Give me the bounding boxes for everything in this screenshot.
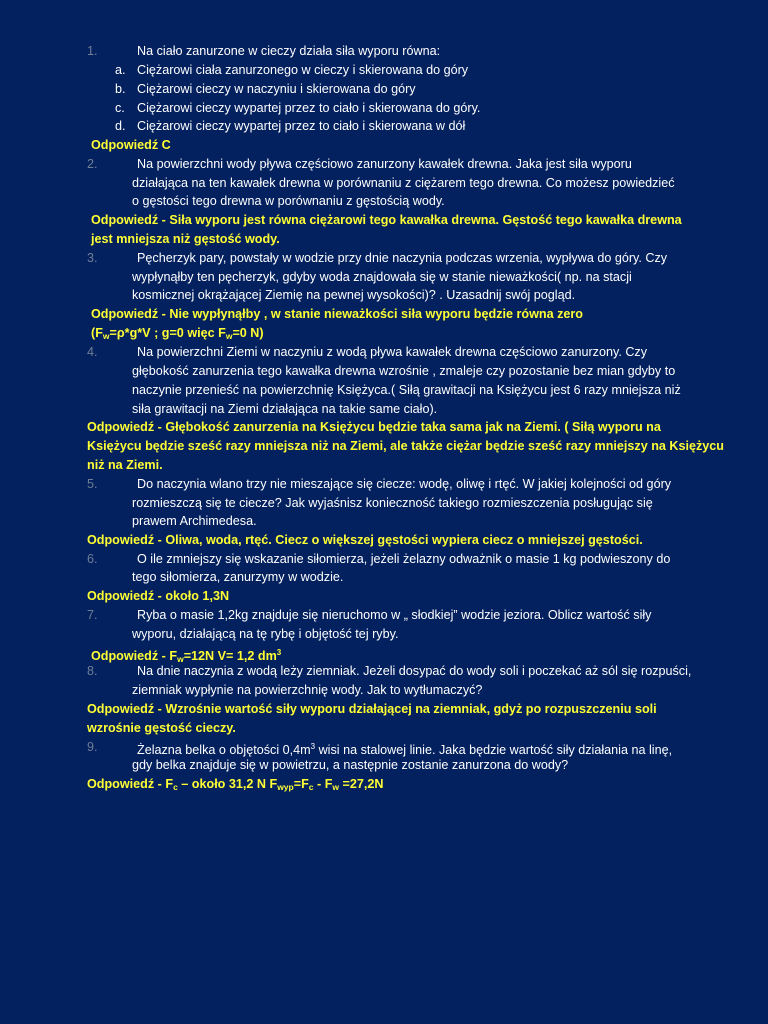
question-text: ziemniak wypłynie na powierzchnię wody. Jak to wytłumaczyć? [132,683,483,697]
question-number: 7. [87,608,98,622]
question-text: działająca na ten kawałek drewna w porównaniu z ciężarem tego drewna. Co możesz powiedzieć [132,176,675,190]
answer-text: Odpowiedź - Nie wypłynąłby , w stanie nieważkości siła wyporu będzie równa zero [91,307,583,321]
question-number: 8. [87,664,98,678]
answer-formula: Odpowiedź - $F_c$ – około 31,2 N $F_{wyp}=F_c - F_w =27,2N$ [87,777,384,792]
question-text: Na powierzchni Ziemi w naczyniu z wodą pływa kawałek drewna częściowo zanurzony. Czy [137,345,648,359]
question-number: 6. [87,552,98,566]
option-label: c. [115,101,125,115]
answer-text: Odpowiedź - Siła wyporu jest równa ciężarowi tego kawałka drewna. Gęstość tego kawałka drewna [91,213,682,227]
question-text: gdy belka znajduje się w powietrzu, a następnie zostanie zanurzona do wody? [132,758,569,772]
question-number: 5. [87,477,98,491]
question-text: Żelazna belka o objętości $0,4m^3$ wisi na stalowej linie. Jaka będzie wartość siły działania na linę, [137,742,673,757]
answer-text: Księżycu będzie sześć razy mniejsza niż na Ziemi, ale także ciężar będzie sześć razy mniejszy na Księżycu [87,439,724,453]
question-number: 2. [87,157,98,171]
question-text: kosmicznej okrążającej Ziemię na pewnej wysokości)? . Uzasadnij swój pogląd. [132,288,576,302]
option-text: Ciężarowi cieczy wypartej przez to ciało i skierowana do góry. [137,101,481,115]
option-label: d. [115,119,126,133]
answer-text: jest mniejsza niż gęstość wody. [91,232,280,246]
question-text: głębokość zanurzenia tego kawałka drewna wzrośnie , zmaleje czy pozostanie bez mian gdyby to [132,364,676,378]
question-text: prawem Archimedesa. [132,514,257,528]
question-text: tego siłomierza, zanurzymy w wodzie. [132,570,344,584]
question-text: wypłynąłby ten pęcherzyk, gdyby woda znajdowała się w stanie nieważkości( np. na stacji [132,270,632,284]
answer-text: Odpowiedź - około 1,3N [87,589,230,603]
question-text: siła grawitacji na Ziemi działająca na takie same ciało). [132,402,438,416]
question-text: Do naczynia wlano trzy nie mieszające się ciecze: wodę, oliwę i rtęć. W jakiej kolejności od góry [137,477,672,491]
option-text: Ciężarowi ciała zanurzonego w cieczy i skierowana do góry [137,63,469,77]
answer-text: Odpowiedź - Wzrośnie wartość siły wyporu działającej na ziemniak, gdyż po rozpuszczeniu soli [87,702,657,716]
question-number: 9. [87,740,98,754]
question-text: o gęstości tego drewna w porównaniu z gęstością wody. [132,194,445,208]
question-text: naczynie przenieść na powierzchnię Księżyca.( Siłą grawitacji na Księżycu jest 6 razy mniejsza niż [132,383,681,397]
option-text: Ciężarowi cieczy wypartej przez to ciało i skierowana w dół [137,119,466,133]
option-label: a. [115,63,126,77]
question-text: Na dnie naczynia z wodą leży ziemniak. Jeżeli dosypać do wody soli i poczekać aż sól się rozpuści, [137,664,692,678]
answer-text: Odpowiedź - Oliwa, woda, rtęć. Ciecz o większej gęstości wypiera ciecz o mniejszej gęstości. [87,533,643,547]
answer-formula: ($F_w=\rho*g*V$ ; g=0 więc $F_w=0$ N) [91,326,264,341]
question-text: O ile zmniejszy się wskazanie siłomierza, jeżeli żelazny odważnik o masie 1 kg podwieszony do [137,552,671,566]
answer-text: Odpowiedź - Głębokość zanurzenia na Księżycu będzie taka sama jak na Ziemi. ( Siłą wyporu na [87,420,661,434]
answer-text: niż na Ziemi. [87,458,163,472]
answer-text: wzrośnie gęstość cieczy. [87,721,236,735]
answer-formula: Odpowiedź - $F_w=12N$ V= 1,2 $dm^3$ [91,648,282,664]
question-text: rozmieszczą się te ciecze? Jak wyjaśnisz konieczność takiego rozmieszczenia posługując się [132,496,653,510]
question-text: Na powierzchni wody pływa częściowo zanurzony kawałek drewna. Jaka jest siła wyporu [137,157,632,171]
question-number: 3. [87,251,98,265]
option-label: b. [115,82,126,96]
question-number: 4. [87,345,98,359]
question-text: Ryba o masie 1,2kg znajduje się nieruchomo w „ słodkiej” wodzie jeziora. Oblicz wartość siły [137,608,652,622]
option-text: Ciężarowi cieczy w naczyniu i skierowana do góry [137,82,416,96]
question-text: Na ciało zanurzone w cieczy działa siła wyporu równa: [137,44,441,58]
question-number: 1. [87,44,98,58]
answer-text: Odpowiedź C [91,138,171,152]
question-text: wyporu, działającą na tę rybę i objętość tej ryby. [132,627,399,641]
question-text: Pęcherzyk pary, powstały w wodzie przy dnie naczynia podczas wrzenia, wypływa do góry. Czy [137,251,668,265]
